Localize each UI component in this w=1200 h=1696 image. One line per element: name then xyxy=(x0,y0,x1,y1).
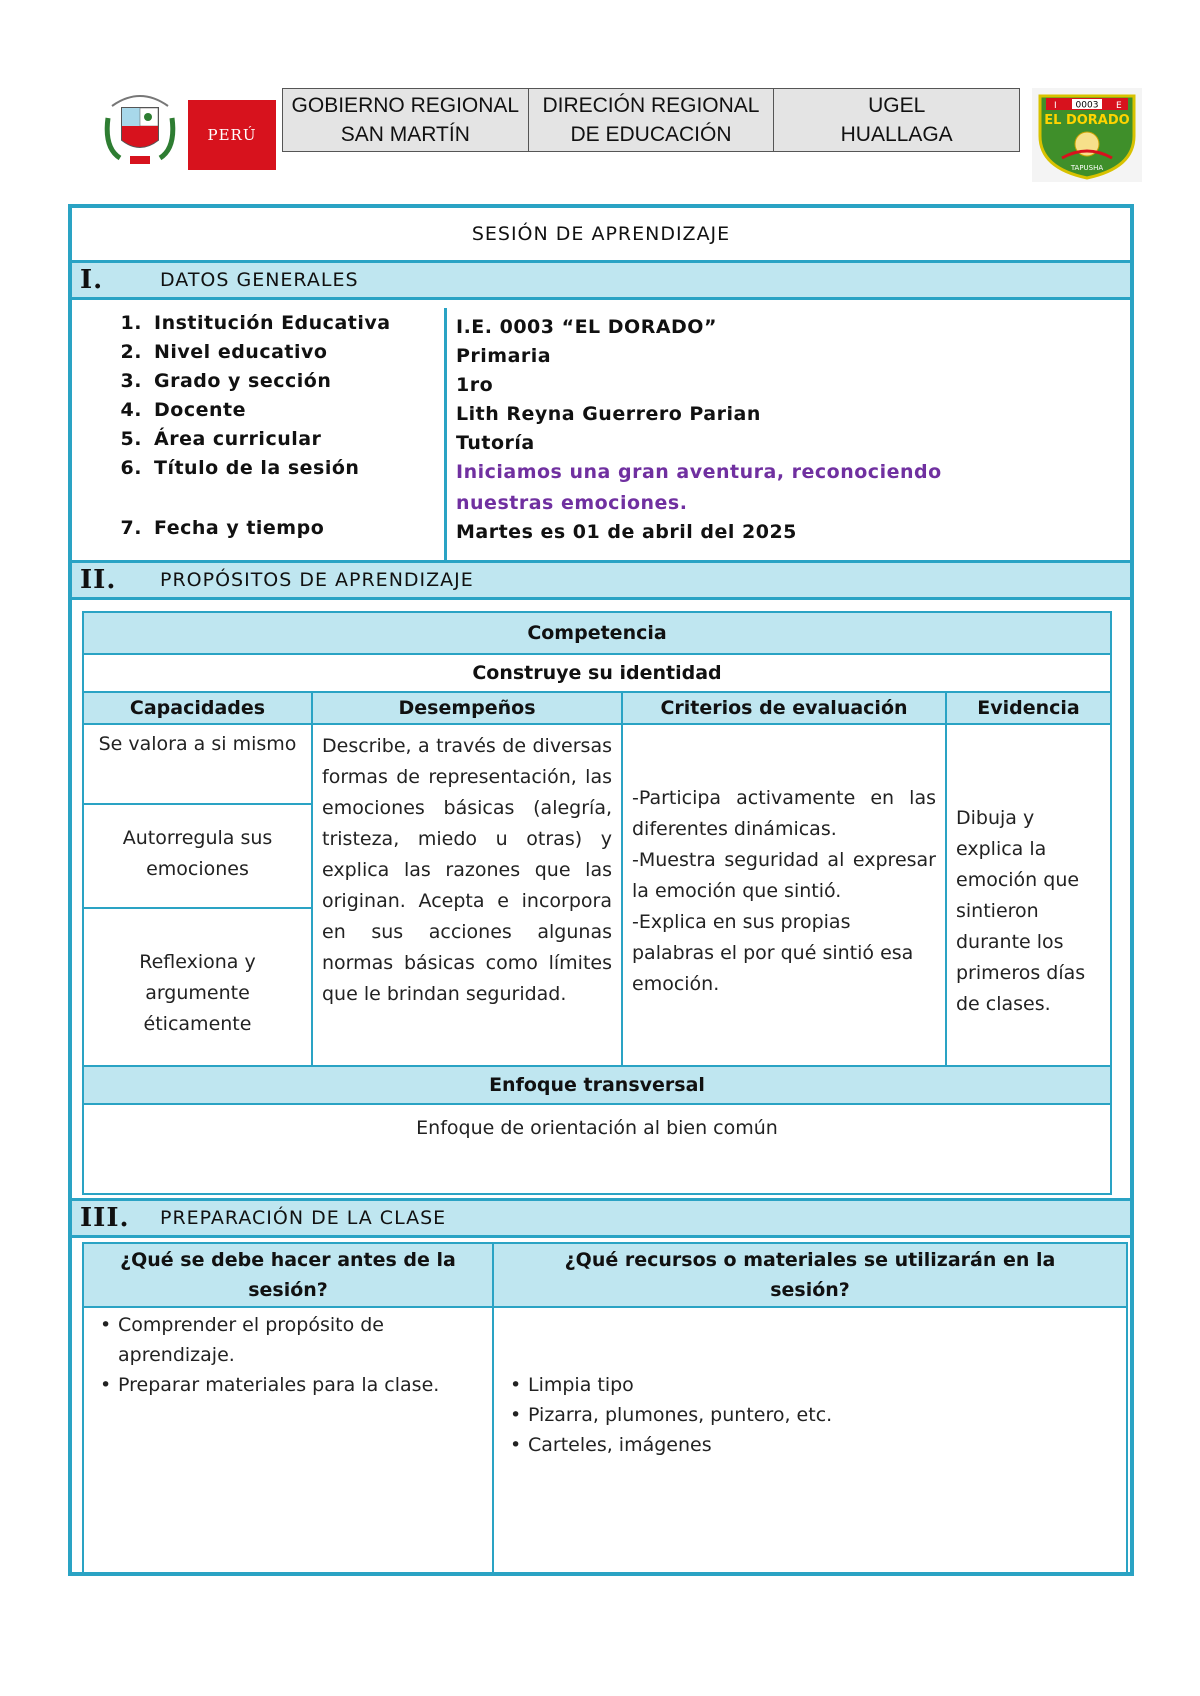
section-bar-propositos xyxy=(72,560,1130,600)
competencia-header: Competencia xyxy=(84,613,1110,653)
recursos-list xyxy=(502,1370,1102,1460)
antes-item: • Comprender el propósito de aprendizaje. xyxy=(118,1310,482,1370)
datos-generales-table: 1. Institución Educativa I.E. 0003 “EL DORADO” 2. Nivel educativo Primaria 3. Grado y sección 1ro 4. Docente Lith Reyna Guerrero Parian 5. Área curricular Tutoría 6. Título de la sesión Iniciamos una gran aventura, reconociendo nuestras emociones. 7. Fecha y tiempo Martes es 01 de abril del 2025 xyxy=(72,308,1130,561)
section-bar-preparacion xyxy=(72,1198,1130,1238)
col-header-desempenos: Desempeños xyxy=(313,693,621,723)
competencia-table xyxy=(82,611,1112,1195)
section-number: II. xyxy=(80,565,117,595)
svg-text:I: I xyxy=(1054,101,1057,111)
criterio-item: -Participa activamente en las diferentes dinámicas. xyxy=(632,787,936,840)
preparacion-question-antes: ¿Qué se debe hacer antes de la sesión? xyxy=(84,1244,492,1306)
school-logo-icon xyxy=(1032,88,1142,182)
section-bar-datos-generales xyxy=(72,260,1130,300)
gov-cell-gobierno-regional: GOBIERNO REGIONAL SAN MARTÍN xyxy=(283,89,529,152)
section-number: I. xyxy=(80,265,104,295)
peru-label: PERÚ xyxy=(188,100,276,170)
gov-cell-direccion-regional: DIRECIÓN REGIONAL DE EDUCACIÓN xyxy=(528,89,774,152)
preparacion-table xyxy=(82,1242,1128,1574)
recurso-item: • Limpia tipo xyxy=(528,1370,1102,1400)
column-divider xyxy=(444,308,447,561)
preparacion-question-recursos: ¿Qué recursos o materiales se utilizarán en la sesión? xyxy=(494,1244,1126,1306)
capacidad-item: Reflexiona y argumente éticamente xyxy=(139,951,256,1035)
section-label: PROPÓSITOS DE APRENDIZAJE xyxy=(160,569,474,591)
recurso-item: • Pizarra, plumones, puntero, etc. xyxy=(528,1400,1102,1430)
enfoque-header: Enfoque transversal xyxy=(84,1067,1110,1103)
criterio-item: -Explica en sus propias palabras el por qué sintió esa emoción. xyxy=(632,911,914,995)
col-header-capacidades: Capacidades xyxy=(84,693,311,723)
criterios-list xyxy=(632,783,936,1063)
gov-cell-ugel: UGEL HUALLAGA xyxy=(774,89,1020,152)
government-entities-table xyxy=(282,88,1020,152)
capacidad-item: Se valora a si mismo xyxy=(98,733,297,755)
recurso-item: • Carteles, imágenes xyxy=(528,1430,1102,1460)
competencia-name: Construye su identidad xyxy=(472,662,722,684)
col-header-criterios: Criterios de evaluación xyxy=(623,693,945,723)
section-label: DATOS GENERALES xyxy=(160,269,359,291)
section-number: III. xyxy=(80,1203,130,1233)
capacidad-item: Autorregula sus emociones xyxy=(122,827,273,880)
enfoque-text: Enfoque de orientación al bien común xyxy=(416,1117,778,1139)
session-frame xyxy=(68,204,1134,1576)
svg-text:E: E xyxy=(1116,101,1122,111)
criterio-item: -Muestra seguridad al expresar la emoción que sintió. xyxy=(632,849,936,902)
antes-list xyxy=(92,1310,482,1400)
svg-text:0003: 0003 xyxy=(1075,100,1099,111)
svg-text:EL DORADO: EL DORADO xyxy=(1044,113,1130,128)
section-label: PREPARACIÓN DE LA CLASE xyxy=(160,1207,447,1229)
session-title: SESIÓN DE APRENDIZAJE xyxy=(72,208,1130,263)
svg-text:TAPUSHA: TAPUSHA xyxy=(1070,164,1104,172)
evidencia-text: Dibuja y explica la emoción que sintieron durante los primeros días de clases. xyxy=(956,807,1086,1015)
col-header-evidencia: Evidencia xyxy=(947,693,1110,723)
antes-item: • Preparar materiales para la clase. xyxy=(118,1370,482,1400)
desempeno-text: Describe, a través de diversas formas de representación, las emociones básicas (alegría, tristeza, miedo u otras) y explica las razones que las originan. Acepta e incorpora en sus acciones algunas normas básicas como límites que le brindan seguridad. xyxy=(322,735,612,1005)
document-header xyxy=(100,88,1150,180)
peru-coat-of-arms-icon xyxy=(100,88,180,170)
